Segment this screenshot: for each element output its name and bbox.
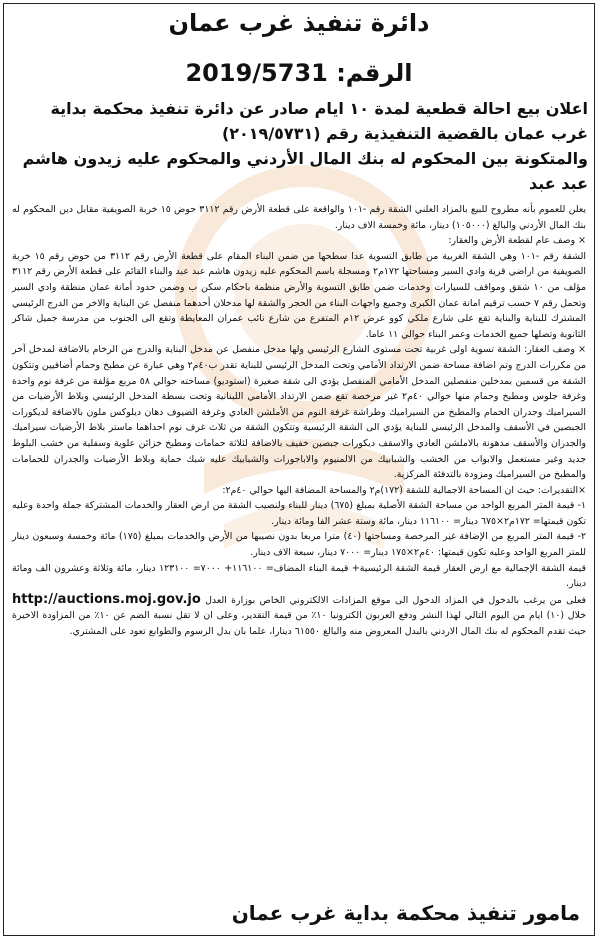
bidding-text-start: فعلى من يرغب بالدخول في المزاد الدخول الى موقع المزادات الالكتروني الخاص بوزارة العدل (205, 594, 586, 606)
reference-label: الرقم: (336, 59, 413, 87)
headline-line-1: اعلان بيع احالة قطعية لمدة ١٠ ايام صادر عن دائرة تنفيذ محكمة بداية غرب عمان بالقضية التنفيذية رقم (٢٠١٩/٥٧٣١) (50, 99, 588, 143)
announcement-page (3, 3, 595, 936)
body-paragraph-valuation-2: ٢- قيمة المتر المربع من الإضافة غير المرخصة ومساحتها (٤٠) مترا مربعا بدون نصيبها من الأرض والخدمات بمبلغ (١٧٥) مائة وخمسة وسبعون دينار للمتر المربع الواحد وعليه تكون قيمتها: ٤٠م٢×١٧٥ دينار= ٧٠٠٠ دينار، سبعة الاف دينار. (12, 531, 586, 559)
department-title: دائرة تنفيذ غرب عمان (168, 9, 430, 37)
reference-value: 2019/5731 (185, 59, 328, 87)
body-section-land-heading: × وصف عام لقطعة الأرض والعقار: (448, 235, 586, 247)
announcement-body (12, 202, 586, 640)
headline-line-2: والمتكونة بين المحكوم له بنك المال الأردني والمحكوم عليه زيدون هاشم عبد عبد (22, 149, 588, 193)
announcement-headline (10, 96, 588, 196)
signature-line: مامور تنفيذ محكمة بداية غرب عمان (231, 901, 580, 925)
auction-website-link[interactable]: http://auctions.moj.gov.jo (12, 591, 201, 607)
body-paragraph-bidding-instructions (12, 592, 586, 640)
bidding-text-end: خلال (١٠) ايام من اليوم التالي لهذا النشر ودفع العربون الكترونيا ١٠٪ من قيمة التقدير، وعلى ان لا تقل نسبة الضم عن ١٠٪ من المزاودة الاخيرة حيث تقدم المحكوم له بنك المال الاردني بالبدل المعروض منه والبالغ ٦١٥٥٠ دينارا، علما بان بدل الرسوم والطوابع تعود على المشتري. (12, 610, 586, 638)
body-paragraph-property-description: × وصف العقار: الشقة تسوية اولى غربية تحت مستوى الشارع الرئيسي ولها مدخل منفصل عن مدخل البناية والدرج من الرخام بالاضافة لمدخل آخر من مكررات الدرج وتم اضافة مساحة ضمن الارتداد الأمامي وتحت المدخل الرئيسي للبناية تقدر ب٤٠م٢ وهي عبارة عن مطبخ وحمام أضافيين وتتكون الشقة من قسمين بمدخلين منفصلين المدخل الأمامي المنفصل يؤدي الى شقة صغيرة (استوديو) مساحته حوالي ٥٨ مربع مؤلفة من غرفة نوم واحدة وغرفة جلوس ومطبخ وحمام منها حوالي ٤٠م٢ غير مرخصة تقع ضمن الارتداد الأمامي اللبنانية وتحت بسطة المدخل الرئيسي وبلاط الأرضيات من السيراميك وجدران الحمام والمطبخ من السيراميك وطراشة غرفة النوم من الأملشن العادي وغرفة الضيوف دهان ديلوكس ملون بالاضافة لديكورات الجبصين في الأسقف والمدخل الرئيسي للبناية يؤدي الى الشقة الرئيسية وتتكون الشقة من ثلاث غرف نوم احداهما ماستر بلاط الأرضيات سيراميك والجدران والأسقف مدهونة بالاملشن العادي والاسقف ديكورات جبصين خفيف بالاضافة لثلاثة حمامات ومطبخ خزائن علوية وسفلية من خشب البلوط جديد وغير مستعمل والابواب من الخشب والشبابيك من الالمنيوم والاباجورات والشبابيك عليه شبك حماية وبلاط الأرضيات والجدران للحمامات والمطبخ من السيراميك ومزودة بالتدفئة المركزية. (12, 344, 587, 481)
body-paragraph-intro: يعلن للعموم بأنه مطروح للبيع بالمزاد العلني الشقة رقم -١٠١ والواقعة على قطعة الأرض رقم ٣١١٢ حوض ١٥ خربة الصويفية مقابل دين المحكوم له بنك المال الأردني والبالغ (١٠٥٠٠٠) دينار، مائة وخمسة الاف دينار. (12, 204, 587, 231)
body-paragraph-total-value: قيمة الشقة الإجمالية مع ارض العقار قيمة الشقة الرئيسية+ قيمة البناء المضاف= ١١٦١٠٠+ ٧٠٠٠= ١٢٣١٠٠ دينار، مائة وثلاثة وعشرون الف ومائة دينار. (12, 562, 586, 590)
body-section-valuation-heading: ×التقديرات: حيث ان المساحة الاجمالية للشقة (١٧٢)م٢ والمساحة المضافة اليها حوالي ٤٠م٢: (222, 484, 586, 496)
body-paragraph-land-description: الشقة رقم -١٠١ وهي الشقة الغربية من طابق التسوية عدا سطحها من ضمن البناء المقام على قطعة الأرض رقم ٣١١٢ من حوض رقم ١٥ خربة الصويفية من اراضي قرية وادي السير ومساحتها ١٧٢م٢ ومسجلة باسم المحكوم عليه زيدون هاشم عبد عبد والبناء القائم على قطعة الأرض رقم ٣١١٢ مؤلف من ١٠ شقق ومواقف للسيارات وخدمات ضمن طابق التسوية والأرض منظمة باحكام سكن ب وضمن حدود أمانة عمان منطقة وادي السير وتحمل رقم ٧ حسب ترقيم امانة عمان الكبرى وجميع واجهات البناء من الحجر والشقة لها مدخلان أحدهما منفصل عن البناية والاخر من الدرج الرئيسي المشترك للبناية والبناية تقع على شارع ملكي كوو عرض ١٢م المتفرع من شارع نائب عمران المعايطة وتقع الى الجنوب من مدرسة جميل شاكر الثانوية وتصلها جميع الخدمات وعمر البناء حوالي ١١ عاما. (12, 250, 586, 340)
body-paragraph-valuation-1: ١- قيمة المتر المربع الواحد من مساحة الشقة الأصلية بمبلغ (٦٧٥) دينار للبناء ولنصيب الشقة من ارض العقار والخدمات المشتركة جملة واحدة وعليه تكون قيمتها= ١٧٢م٢×٦٧٥ دينار= ١١٦١٠٠ دينار، مائة وستة عشر الفا ومائة دينار. (12, 500, 586, 527)
reference-number (4, 56, 594, 90)
